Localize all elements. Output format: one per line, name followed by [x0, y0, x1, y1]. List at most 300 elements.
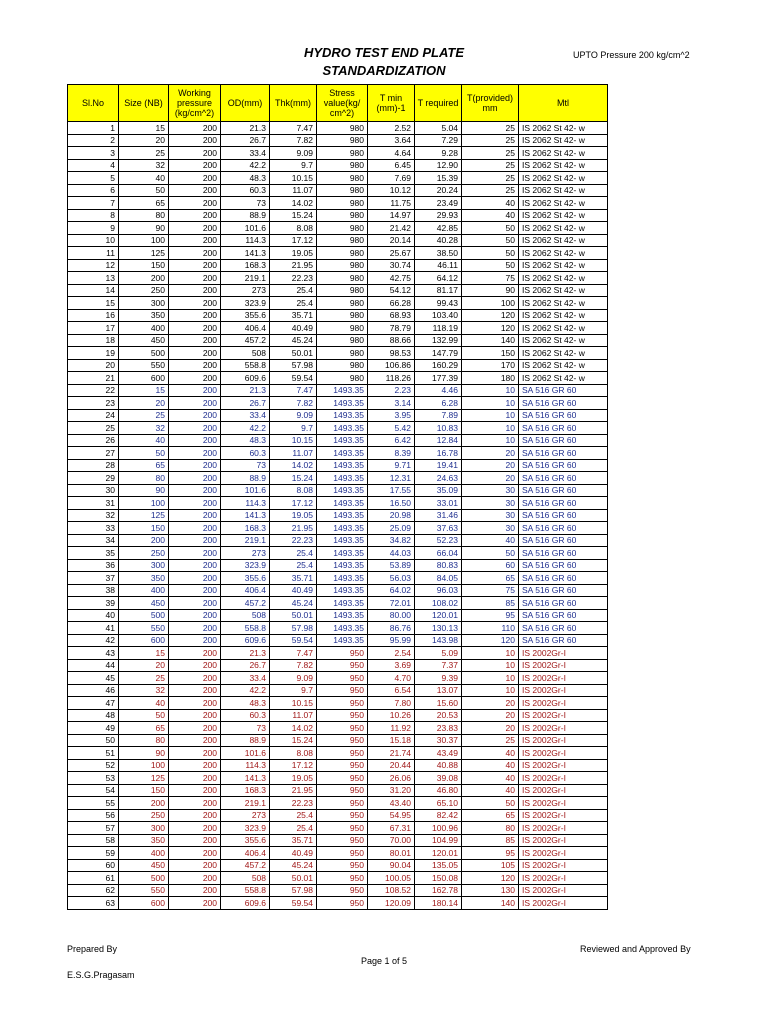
table-cell: 73 [221, 197, 270, 210]
table-cell: 66.28 [368, 297, 415, 310]
table-cell: 120.09 [368, 897, 415, 910]
table-cell: 53.89 [368, 559, 415, 572]
table-cell: 558.8 [221, 884, 270, 897]
header-cell: Mtl [519, 85, 608, 122]
table-cell: 50 [119, 184, 169, 197]
table-cell: 26.7 [221, 134, 270, 147]
table-cell: 200 [169, 897, 221, 910]
table-cell: 160.29 [415, 359, 462, 372]
table-cell: 200 [169, 872, 221, 885]
table-cell: 14.97 [368, 209, 415, 222]
table-cell: 980 [317, 172, 368, 185]
table-cell: 20.98 [368, 509, 415, 522]
table-cell: 30.74 [368, 259, 415, 272]
table-cell: 200 [169, 709, 221, 722]
table-cell: 59 [68, 847, 119, 860]
table-cell: 200 [169, 384, 221, 397]
table-cell: 980 [317, 259, 368, 272]
table-cell: 9 [68, 222, 119, 235]
table-cell: IS 2062 St 42- w [519, 134, 608, 147]
table-cell: 80 [119, 472, 169, 485]
table-cell: 8.08 [270, 222, 317, 235]
table-cell: 17.12 [270, 497, 317, 510]
table-cell: 57.98 [270, 622, 317, 635]
table-cell: 1493.35 [317, 384, 368, 397]
table-cell: 20 [462, 459, 519, 472]
table-cell: 54 [68, 784, 119, 797]
table-cell: 31.46 [415, 509, 462, 522]
table-cell: IS 2062 St 42- w [519, 172, 608, 185]
table-row [68, 784, 608, 797]
table-cell: 57.98 [270, 884, 317, 897]
table-cell: 72.01 [368, 597, 415, 610]
table-cell: 11.07 [270, 184, 317, 197]
table-cell: 6.54 [368, 684, 415, 697]
table-cell: 19.05 [270, 772, 317, 785]
table-cell: 980 [317, 197, 368, 210]
table-cell: 400 [119, 322, 169, 335]
table-cell: 200 [169, 784, 221, 797]
table-cell: 39 [68, 597, 119, 610]
table-row [68, 709, 608, 722]
table-cell: 200 [169, 447, 221, 460]
table-cell: 200 [169, 422, 221, 435]
table-cell: 141.3 [221, 772, 270, 785]
table-cell: 200 [169, 522, 221, 535]
table-cell: SA 516 GR 60 [519, 522, 608, 535]
table-cell: 59.54 [270, 372, 317, 385]
table-cell: 200 [169, 697, 221, 710]
table-cell: 50 [462, 259, 519, 272]
table-cell: 15.18 [368, 734, 415, 747]
table-cell: 101.6 [221, 747, 270, 760]
table-cell: 7 [68, 197, 119, 210]
table-cell: 50 [462, 797, 519, 810]
table-cell: 52.23 [415, 534, 462, 547]
table-cell: 110 [462, 622, 519, 635]
table-cell: 50 [462, 247, 519, 260]
table-cell: 7.82 [270, 134, 317, 147]
table-cell: 20 [119, 659, 169, 672]
table-cell: 200 [169, 822, 221, 835]
table-cell: 20 [119, 134, 169, 147]
table-cell: 200 [119, 272, 169, 285]
table-cell: 8.08 [270, 747, 317, 760]
table-row [68, 247, 608, 260]
table-cell: 64.02 [368, 584, 415, 597]
table-cell: 450 [119, 334, 169, 347]
table-cell: 25 [462, 122, 519, 135]
table-cell: 457.2 [221, 334, 270, 347]
table-row [68, 547, 608, 560]
table-row [68, 409, 608, 422]
table-cell: 75 [462, 272, 519, 285]
table-cell: 200 [169, 497, 221, 510]
table-cell: 15.60 [415, 697, 462, 710]
table-cell: 25 [119, 672, 169, 685]
table-cell: SA 516 GR 60 [519, 472, 608, 485]
table-cell: 11.07 [270, 709, 317, 722]
table-cell: 39.08 [415, 772, 462, 785]
table-cell: 200 [119, 534, 169, 547]
table-cell: 80 [119, 734, 169, 747]
table-cell: 980 [317, 272, 368, 285]
table-cell: 24.63 [415, 472, 462, 485]
table-cell: 80.83 [415, 559, 462, 572]
table-cell: 6.45 [368, 159, 415, 172]
table-row [68, 584, 608, 597]
table-row [68, 209, 608, 222]
table-cell: 35.71 [270, 309, 317, 322]
table-cell: 55 [68, 797, 119, 810]
table-cell: 105 [462, 859, 519, 872]
table-cell: 8 [68, 209, 119, 222]
table-cell: 406.4 [221, 584, 270, 597]
table-cell: 28 [68, 459, 119, 472]
table-cell: 100 [119, 497, 169, 510]
table-cell: 50 [119, 447, 169, 460]
table-cell: IS 2002Gr-I [519, 809, 608, 822]
table-cell: 141.3 [221, 509, 270, 522]
table-cell: 81.17 [415, 284, 462, 297]
table-cell: 5 [68, 172, 119, 185]
table-cell: 200 [169, 797, 221, 810]
table-cell: 80 [462, 822, 519, 835]
table-cell: 980 [317, 184, 368, 197]
table-cell: 3.14 [368, 397, 415, 410]
table-cell: 10 [462, 659, 519, 672]
table-cell: 980 [317, 284, 368, 297]
table-cell: 65 [119, 722, 169, 735]
table-cell: 25.4 [270, 559, 317, 572]
table-cell: 9.7 [270, 159, 317, 172]
table-cell: IS 2062 St 42- w [519, 222, 608, 235]
table-cell: 508 [221, 609, 270, 622]
table-cell: IS 2062 St 42- w [519, 197, 608, 210]
table-cell: 162.78 [415, 884, 462, 897]
table-cell: 950 [317, 722, 368, 735]
table-cell: 450 [119, 597, 169, 610]
table-cell: 980 [317, 222, 368, 235]
table-cell: 168.3 [221, 522, 270, 535]
table-cell: 120 [462, 634, 519, 647]
table-row [68, 372, 608, 385]
table-cell: 600 [119, 372, 169, 385]
table-row [68, 597, 608, 610]
table-cell: 100 [119, 759, 169, 772]
table-cell: 50 [68, 734, 119, 747]
table-cell: 65 [119, 459, 169, 472]
table-row [68, 459, 608, 472]
table-cell: 21.74 [368, 747, 415, 760]
table-cell: 40 [462, 747, 519, 760]
table-cell: 33.4 [221, 147, 270, 160]
table-cell: 47 [68, 697, 119, 710]
table-cell: 17.55 [368, 484, 415, 497]
table-cell: 200 [169, 534, 221, 547]
table-cell: 64.12 [415, 272, 462, 285]
table-cell: 42 [68, 634, 119, 647]
table-cell: IS 2002Gr-I [519, 847, 608, 860]
table-cell: 42.2 [221, 684, 270, 697]
table-cell: 9.09 [270, 409, 317, 422]
table-cell: IS 2062 St 42- w [519, 122, 608, 135]
table-cell: 30 [68, 484, 119, 497]
table-cell: 200 [169, 747, 221, 760]
table-cell: 355.6 [221, 572, 270, 585]
table-row [68, 622, 608, 635]
table-cell: SA 516 GR 60 [519, 572, 608, 585]
table-cell: 147.79 [415, 347, 462, 360]
table-cell: 980 [317, 209, 368, 222]
header-cell: T(provided) mm [462, 85, 519, 122]
table-cell: 26.06 [368, 772, 415, 785]
table-cell: 100.05 [368, 872, 415, 885]
table-cell: 2 [68, 134, 119, 147]
table-cell: 550 [119, 884, 169, 897]
table-cell: 200 [169, 684, 221, 697]
table-row [68, 309, 608, 322]
table-cell: 950 [317, 822, 368, 835]
table-cell: 14 [68, 284, 119, 297]
table-cell: 950 [317, 709, 368, 722]
table-cell: 54.95 [368, 809, 415, 822]
table-row [68, 609, 608, 622]
table-cell: IS 2062 St 42- w [519, 334, 608, 347]
table-cell: IS 2002Gr-I [519, 784, 608, 797]
table-cell: 141.3 [221, 247, 270, 260]
table-cell: SA 516 GR 60 [519, 559, 608, 572]
table-cell: 90 [119, 222, 169, 235]
table-cell: 20.14 [368, 234, 415, 247]
table-cell: 23 [68, 397, 119, 410]
table-cell: 200 [169, 359, 221, 372]
table-row [68, 147, 608, 160]
table-cell: SA 516 GR 60 [519, 384, 608, 397]
table-cell: 88.9 [221, 472, 270, 485]
table-cell: 60.3 [221, 184, 270, 197]
table-cell: 200 [169, 847, 221, 860]
table-cell: 11 [68, 247, 119, 260]
end-plate-table [67, 84, 608, 910]
preparer-name: E.S.G.Pragasam [67, 970, 135, 980]
table-cell: 168.3 [221, 259, 270, 272]
table-cell: 80.01 [368, 847, 415, 860]
table-cell: 550 [119, 622, 169, 635]
table-cell: 7.69 [368, 172, 415, 185]
table-row [68, 122, 608, 135]
table-cell: 36 [68, 559, 119, 572]
table-cell: 950 [317, 697, 368, 710]
table-cell: IS 2062 St 42- w [519, 159, 608, 172]
table-cell: 558.8 [221, 359, 270, 372]
table-row [68, 884, 608, 897]
table-cell: 19.41 [415, 459, 462, 472]
table-cell: 177.39 [415, 372, 462, 385]
table-cell: 140 [462, 897, 519, 910]
table-cell: 3 [68, 147, 119, 160]
table-cell: 17.12 [270, 234, 317, 247]
table-cell: 100 [119, 234, 169, 247]
table-row [68, 859, 608, 872]
table-cell: 88.9 [221, 209, 270, 222]
table-row [68, 397, 608, 410]
table-cell: 8.39 [368, 447, 415, 460]
table-cell: 200 [169, 584, 221, 597]
table-cell: 80 [119, 209, 169, 222]
table-cell: 20 [462, 722, 519, 735]
table-cell: 29.93 [415, 209, 462, 222]
table-cell: 950 [317, 809, 368, 822]
table-cell: 2.52 [368, 122, 415, 135]
table-cell: 609.6 [221, 634, 270, 647]
table-cell: 15.24 [270, 734, 317, 747]
table-cell: 143.98 [415, 634, 462, 647]
table-cell: IS 2062 St 42- w [519, 322, 608, 335]
table-row [68, 347, 608, 360]
table-cell: 10 [462, 434, 519, 447]
table-cell: IS 2062 St 42- w [519, 372, 608, 385]
table-cell: 12.31 [368, 472, 415, 485]
table-cell: 25.4 [270, 297, 317, 310]
table-cell: 3.95 [368, 409, 415, 422]
table-row [68, 222, 608, 235]
table-cell: 200 [169, 197, 221, 210]
table-cell: 980 [317, 347, 368, 360]
table-cell: 200 [119, 797, 169, 810]
table-cell: 96.03 [415, 584, 462, 597]
table-cell: 50 [462, 222, 519, 235]
table-cell: 10.15 [270, 172, 317, 185]
table-cell: 400 [119, 584, 169, 597]
table-cell: 1493.35 [317, 397, 368, 410]
table-cell: 35.71 [270, 834, 317, 847]
table-cell: 9.7 [270, 422, 317, 435]
table-cell: 7.47 [270, 647, 317, 660]
table-cell: 60.3 [221, 709, 270, 722]
table-cell: 150 [462, 347, 519, 360]
table-cell: IS 2062 St 42- w [519, 309, 608, 322]
table-cell: 58 [68, 834, 119, 847]
table-cell: 300 [119, 822, 169, 835]
table-cell: 200 [169, 409, 221, 422]
table-row [68, 747, 608, 760]
table-cell: 323.9 [221, 559, 270, 572]
table-cell: 2.54 [368, 647, 415, 660]
table-cell: IS 2002Gr-I [519, 709, 608, 722]
table-cell: 2.23 [368, 384, 415, 397]
table-cell: 450 [119, 859, 169, 872]
title-line-1: HYDRO TEST END PLATE [303, 45, 465, 60]
table-row [68, 847, 608, 860]
table-cell: 10 [462, 384, 519, 397]
table-cell: 13 [68, 272, 119, 285]
table-cell: 46.80 [415, 784, 462, 797]
table-cell: 200 [169, 272, 221, 285]
table-cell: IS 2062 St 42- w [519, 147, 608, 160]
table-cell: 950 [317, 884, 368, 897]
table-cell: 950 [317, 872, 368, 885]
table-cell: 60.3 [221, 447, 270, 460]
table-cell: 250 [119, 284, 169, 297]
table-cell: 10 [462, 684, 519, 697]
table-cell: 273 [221, 809, 270, 822]
table-cell: 65 [462, 572, 519, 585]
table-cell: 45.24 [270, 334, 317, 347]
table-cell: IS 2002Gr-I [519, 672, 608, 685]
table-cell: 101.6 [221, 484, 270, 497]
table-row [68, 734, 608, 747]
table-cell: 59.54 [270, 897, 317, 910]
table-cell: 21.3 [221, 122, 270, 135]
table-cell: 61 [68, 872, 119, 885]
table-cell: 120.01 [415, 847, 462, 860]
table-cell: 60 [68, 859, 119, 872]
table-cell: 980 [317, 134, 368, 147]
table-cell: 56.03 [368, 572, 415, 585]
table-cell: 106.86 [368, 359, 415, 372]
table-cell: 25 [119, 147, 169, 160]
table-cell: 980 [317, 372, 368, 385]
table-cell: 600 [119, 634, 169, 647]
table-cell: 950 [317, 847, 368, 860]
table-cell: 33 [68, 522, 119, 535]
table-cell: SA 516 GR 60 [519, 409, 608, 422]
table-row [68, 447, 608, 460]
table-cell: 200 [169, 209, 221, 222]
table-cell: 980 [317, 234, 368, 247]
table-cell: 66.04 [415, 547, 462, 560]
table-row [68, 272, 608, 285]
table-cell: 950 [317, 784, 368, 797]
table-cell: 22.23 [270, 797, 317, 810]
table-cell: 170 [462, 359, 519, 372]
table-cell: 20 [119, 397, 169, 410]
table-cell: 1493.35 [317, 597, 368, 610]
table-cell: 980 [317, 322, 368, 335]
table-cell: 200 [169, 834, 221, 847]
table-row [68, 434, 608, 447]
table-cell: 200 [169, 734, 221, 747]
table-cell: 19 [68, 347, 119, 360]
table-cell: 10.83 [415, 422, 462, 435]
table-cell: 15.24 [270, 472, 317, 485]
table-cell: 250 [119, 809, 169, 822]
table-cell: 25 [462, 159, 519, 172]
table-cell: 132.99 [415, 334, 462, 347]
table-cell: 200 [169, 222, 221, 235]
pressure-note: UPTO Pressure 200 kg/cm^2 [573, 50, 690, 60]
title-line-2: STANDARDIZATION [322, 63, 446, 78]
table-cell: 15.24 [270, 209, 317, 222]
table-cell: 14.02 [270, 197, 317, 210]
table-cell: IS 2062 St 42- w [519, 297, 608, 310]
table-cell: 37 [68, 572, 119, 585]
table-cell: SA 516 GR 60 [519, 509, 608, 522]
table-cell: 70.00 [368, 834, 415, 847]
table-cell: 45 [68, 672, 119, 685]
table-row [68, 559, 608, 572]
table-row [68, 422, 608, 435]
table-cell: 118.19 [415, 322, 462, 335]
table-cell: 22.23 [270, 534, 317, 547]
table-cell: 1493.35 [317, 484, 368, 497]
table-cell: 25 [462, 184, 519, 197]
table-cell: 200 [169, 372, 221, 385]
table-cell: IS 2002Gr-I [519, 734, 608, 747]
page-number: Page 1 of 5 [360, 956, 408, 966]
table-cell: 46 [68, 684, 119, 697]
